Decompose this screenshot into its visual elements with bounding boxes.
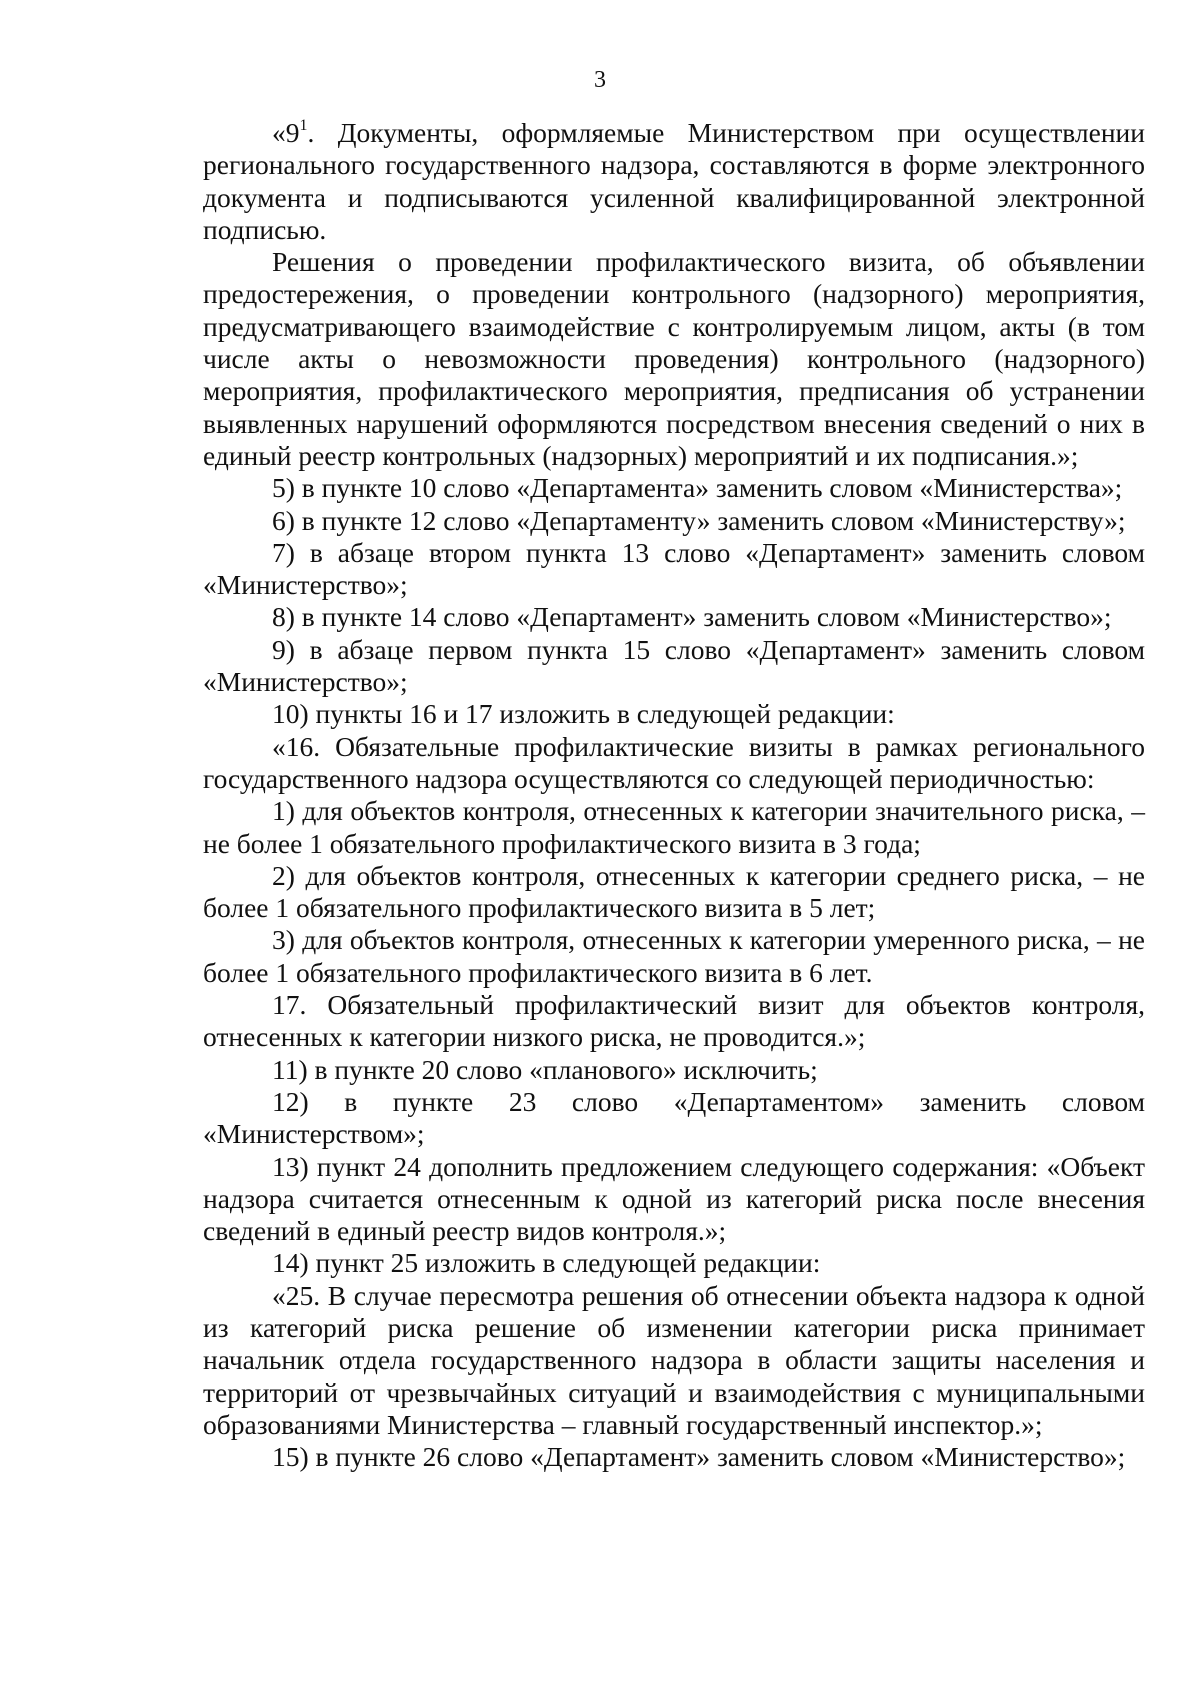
paragraph-9-1 [203,117,1145,246]
superscript-index: 1 [299,116,308,134]
paragraph: 15) в пункте 26 слово «Департамент» заменить словом «Министерство»; [272,1441,1126,1473]
paragraph: 14) пункт 25 изложить в следующей редакции: [272,1247,821,1279]
paragraph: «16. Обязательные профилактические визиты в рамках регионального государственного надзора осуществляются со следующей периодичностью: [203,730,1145,794]
paragraph-text: . Документы, оформляемые Министерством при осуществлении регионального государственного надзора, составляются в форме электронного документа и подписываются усиленной квалифицированной электронной подписью. [203,117,1145,245]
paragraph: 8) в пункте 14 слово «Департамент» заменить словом «Министерство»; [272,601,1112,633]
paragraph: 12) в пункте 23 слово «Департаментом» заменить словом «Министерством»; [203,1085,1145,1150]
paragraph: 5) в пункте 10 слово «Департамента» заменить словом «Министерства»; [272,472,1123,504]
paragraph: «25. В случае пересмотра решения об отнесении объекта надзора к одной из категорий риска решение об изменении категории риска принимает начальник отдела государственного надзора в области защиты населения и территорий от чрезвычайных ситуаций и взаимодействия с муниципальными образованиями Министерства – главный государственный инспектор.»; [203,1279,1145,1440]
paragraph-prefix: «9 [272,117,300,148]
paragraph: Решения о проведении профилактического визита, об объявлении предостережения, о проведении контрольного (надзорного) мероприятия, предусматривающего взаимодействие с контролируемым лицом, акты (в том числе акты о невозможности проведения) контрольного (надзорного) мероприятия, профилактического мероприятия, предписания об устранении выявленных нарушений оформляются посредством внесения сведений о них в единый реестр контрольных (надзорных) мероприятий и их подписания.»; [203,246,1145,471]
paragraph: 6) в пункте 12 слово «Департаменту» заменить словом «Министерству»; [272,504,1126,536]
page-number: 3 [594,67,606,93]
paragraph: 7) в абзаце втором пункта 13 слово «Департамент» заменить словом «Министерство»; [203,536,1145,601]
paragraph: 9) в абзаце первом пункта 15 слово «Департамент» заменить словом «Министерство»; [203,633,1145,698]
paragraph: 11) в пункте 20 слово «планового» исключить; [272,1053,818,1085]
paragraph: 13) пункт 24 дополнить предложением следующего содержания: «Объект надзора считается отнесенным к одной из категорий риска после внесения сведений в единый реестр видов контроля.»; [203,1150,1145,1247]
paragraph: 2) для объектов контроля, отнесенных к категории среднего риска, – не более 1 обязательного профилактического визита в 5 лет; [203,859,1145,924]
paragraph: 10) пункты 16 и 17 изложить в следующей редакции: [272,698,895,730]
paragraph: 17. Обязательный профилактический визит для объектов контроля, отнесенных к категории низкого риска, не проводится.»; [203,989,1145,1053]
paragraph: 3) для объектов контроля, отнесенных к категории умеренного риска, – не более 1 обязательного профилактического визита в 6 лет. [203,924,1145,988]
document-body [203,117,1145,1473]
paragraph: 1) для объектов контроля, отнесенных к категории значительного риска, – не более 1 обязательного профилактического визита в 3 года; [203,795,1145,859]
